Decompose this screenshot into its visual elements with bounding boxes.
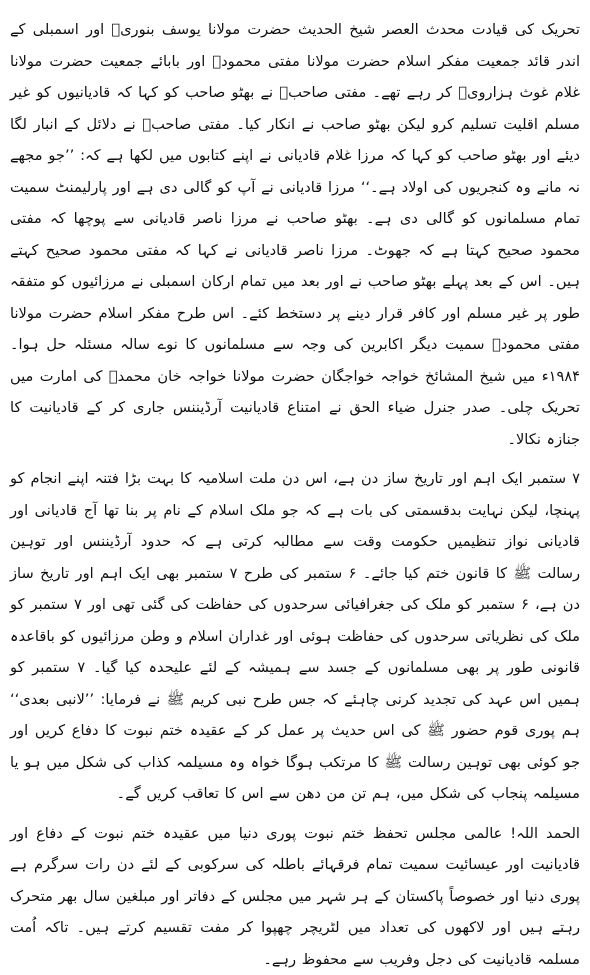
paragraph-gap	[10, 810, 580, 818]
paragraph-movement-history: تحریک کی قیادت محدث العصر شیخ الحدیث حضرت مولانا یوسف بنوریؒ اور اسمبلی کے اندر قائد جمعیت مفکر اسلام حضرت مولانا مفتی محمودؒ اور بابائے جمعیت حضرت مولانا غلام غوث ہزارویؒ کر رہے تھے۔ مفتی صاحبؒ نے بھٹو صاحب کو کہا کہ قادیانیوں کو غیر مسلم اقلیت تسلیم کرو لیکن بھٹو صاحب نے انکار کیا۔ مفتی صاحبؒ نے دلائل کے انبار لگا دیئے اور بھٹو صاحب کو کہا کہ مرزا غلام قادیانی نے اپنے کتابوں میں لکھا ہے کہ: ’’جو مجھے نہ مانے وہ کنجریوں کی اولاد ہے۔‘‘ مرزا قادیانی نے آپ کو گالی دی ہے اور پارلیمنٹ سمیت تمام مسلمانوں کو گالی دی ہے۔ بھٹو صاحب نے مرزا ناصر قادیانی سے پوچھا کہ مفتی محمود صحیح کہتا ہے کہ جھوٹ۔ مرزا ناصر قادیانی نے کہا کہ مفتی محمود صحیح کہتے ہیں۔ اس کے بعد پہلے بھٹو صاحب نے اور بعد میں تمام ارکان اسمبلی نے مرزائیوں کو متفقہ طور پر غیر مسلم اور کافر قرار دینے پر دستخط کئے۔ اس طرح مفکر اسلام حضرت مولانا مفتی محمودؒ سمیت دیگر اکابرین کی وجہ سے مسلمانوں کا نوے سالہ مسئلہ حل ہوا۔ ۱۹۸۴ء میں شیخ المشائخ خواجہ خواجگان حضرت مولانا خواجہ خان محمدؒ کی امارت میں تحریک چلی۔ صدر جنرل ضیاء الحق نے امتناع قادیانیت آرڈیننس جاری کر کے قادیانیت کا جنازہ نکالا۔	[10, 14, 580, 455]
paragraph-gap	[10, 455, 580, 463]
paragraph-seventh-september: ۷ ستمبر ایک اہم اور تاریخ ساز دن ہے، اس دن ملت اسلامیہ کا بہت بڑا فتنہ اپنے انجام کو پہنچا، لیکن نہایت بدقسمتی کی بات ہے کہ جو ملک اسلام کے نام پر بنا تھا آج قادیانی اور قادیانی نواز تنظیمیں حکومت وقت سے مطالبہ کرتی ہے کہ حدود آرڈیننس اور توہین رسالت ﷺ کا قانون ختم کیا جائے۔ ۶ ستمبر کی طرح ۷ ستمبر بھی ایک اہم اور تاریخ ساز دن ہے، ۶ ستمبر کو ملک کی جغرافیائی سرحدوں کی حفاظت کی گئی تھی اور ۷ ستمبر کو ملک کی نظریاتی سرحدوں کی حفاظت ہوئی اور غداران اسلام و وطن مرزائیوں کو باقاعدہ قانونی طور پر بھی مسلمانوں کے جسد سے ہمیشہ کے لئے علیحدہ کیا گیا۔ ۷ ستمبر کو ہمیں اس عہد کی تجدید کرنی چاہئے کہ جس طرح نبی کریم ﷺ نے فرمایا: ’’لانبی بعدی‘‘ ہم پوری قوم حضور ﷺ کی اس حدیث پر عمل کر کے عقیدہ ختم نبوت کا دفاع کریں اور جو کوئی بھی توہین رسالت ﷺ کا مرتکب ہوگا خواہ وہ مسیلمہ کذاب کی شکل میں ہو یا مسیلمہ پنجاب کی شکل میں، ہم تن من دھن سے اس کا تعاقب کریں گے۔	[10, 463, 580, 810]
document-page	[10, 14, 580, 910]
paragraph-majlis-services: الحمد اللہ! عالمی مجلس تحفظ ختم نبوت پوری دنیا میں عقیدہ ختم نبوت کے دفاع اور قادیانیت اور عیسائیت سمیت تمام فرقہائے باطلہ کی سرکوبی کے لئے دن رات سرگرم ہے پوری دنیا اور خصوصاً پاکستان کے ہر شہر میں مجلس کے دفاتر اور مبلغین سال بھر متحرک رہتے ہیں اور لاکھوں کی تعداد میں لٹریچر چھپوا کر مفت تقسیم کرتے ہیں۔ تاکہ اُمت مسلمہ قادیانیت کی دجل وفریب سے محفوظ رہے۔	[10, 818, 580, 975]
